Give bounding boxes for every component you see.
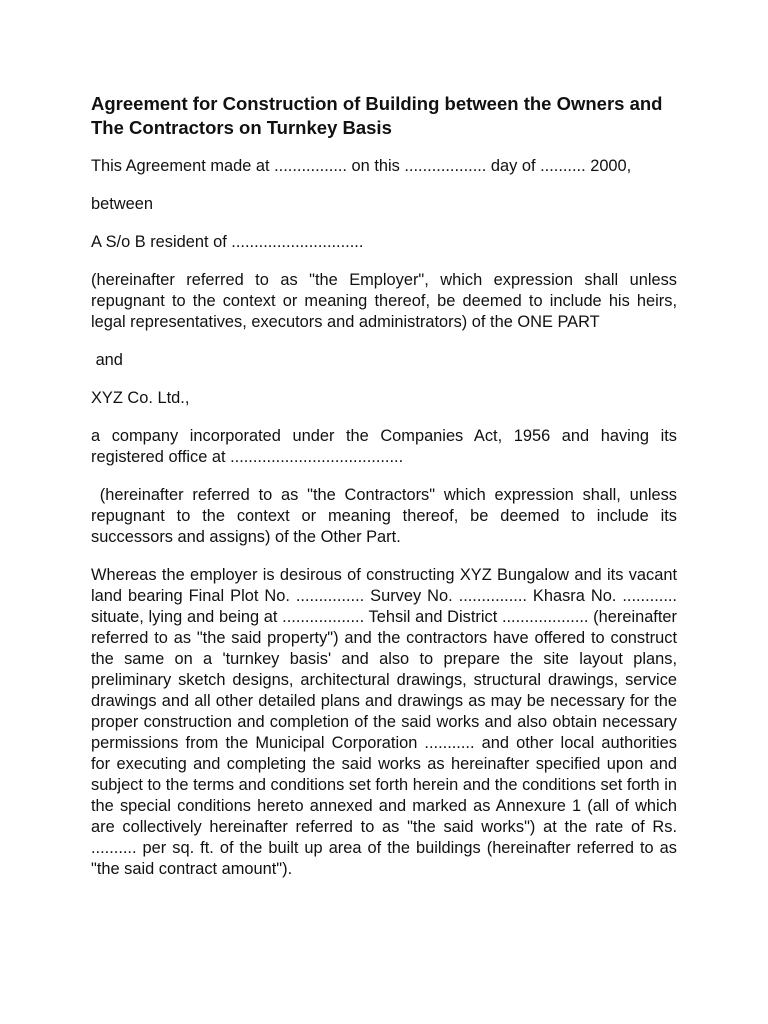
whereas-paragraph: Whereas the employer is desirous of constructing XYZ Bungalow and its vacant land bearing Final Plot No. ............... Survey No. ............... Khasra No. ............ situate, lying and being at .................. Tehsil and District ................... (hereinafter referred to as "the said property") and the contractors have offered to construct the same on a 'turnkey basis' and also to prepare the site layout plans, preliminary sketch designs, architectural drawings, structural drawings, service drawings and all other detailed plans and drawings as may be necessary for the proper construction and completion of the said works and also obtain necessary permissions from the Municipal Corporation ........... and other local authorities for executing and completing the said works as hereinafter specified upon and subject to the terms and conditions set forth herein and the conditions set forth in the special conditions hereto annexed and marked as Annexure 1 (all of which are collectively hereinafter referred to as "the said works") at the rate of Rs. .......... per sq. ft. of the built up area of the buildings (hereinafter referred to as "the said contract amount"). [91,566,677,878]
contractor-name-paragraph: XYZ Co. Ltd., [91,389,190,407]
employer-name-paragraph: A S/o B resident of ............................. [91,233,364,251]
between-paragraph: between [91,195,153,213]
agreement-made-paragraph: This Agreement made at ................ on this .................. day of .......... 2000, [91,157,632,175]
document-title: Agreement for Construction of Building between the Owners and The Contractors on Turnkey Basis [91,93,663,138]
employer-definition-paragraph: (hereinafter referred to as "the Employer", which expression shall unless repugnant to the context or meaning thereof, be deemed to include his heirs, legal representatives, executors and administrators) of the ONE PART [91,271,677,331]
contractor-definition-paragraph: (hereinafter referred to as "the Contractors" which expression shall, unless repugnant to the context or meaning thereof, be deemed to include its successors and assigns) of the Other Part. [91,486,682,546]
and-paragraph: and [91,351,123,369]
document-page [91,92,682,897]
company-incorporation-paragraph: a company incorporated under the Companies Act, 1956 and having its registered office at ...................................... [91,427,677,466]
